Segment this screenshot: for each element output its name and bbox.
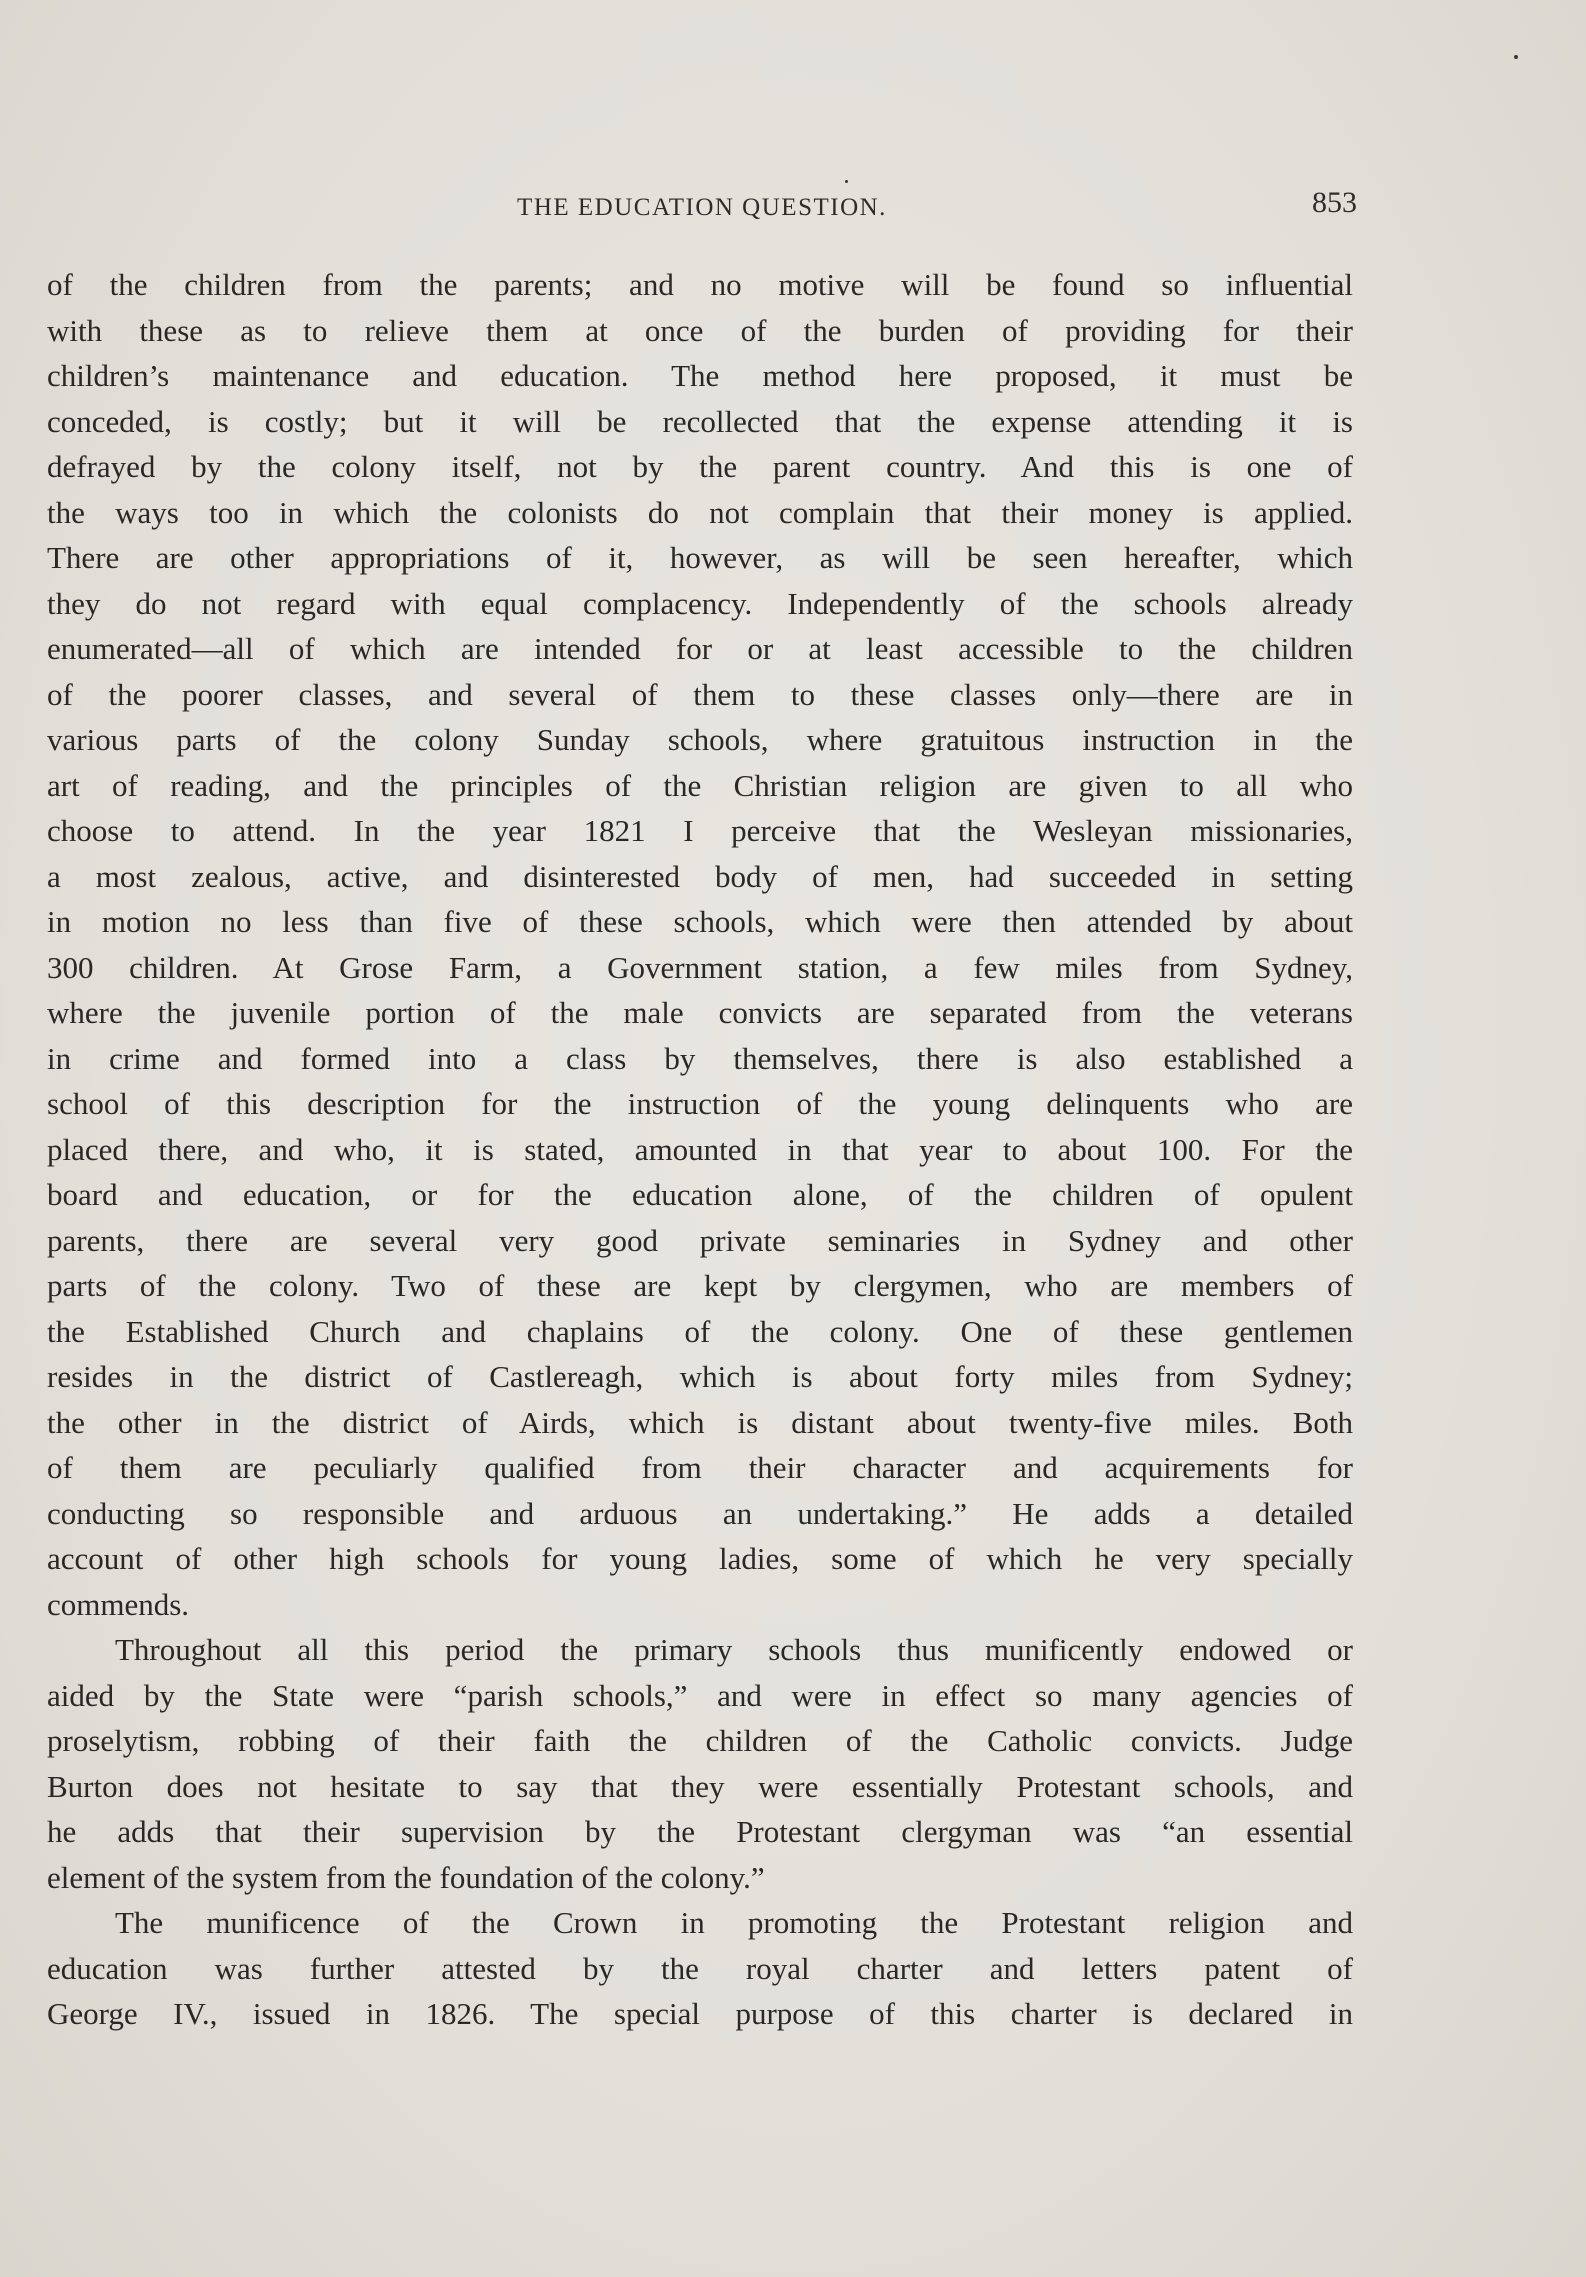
text-line: account of other high schools for young ladies, some of which he very specially (47, 1541, 1353, 1576)
text-line: school of this description for the instruction of the young delinquents who are (47, 1086, 1353, 1121)
running-title: THE EDUCATION QUESTION. (517, 194, 887, 221)
text-line: proselytism, robbing of their faith the children of the Catholic convicts. Judge (47, 1723, 1353, 1758)
text-line: he adds that their supervision by the Protestant clergyman was “an essential (47, 1814, 1353, 1849)
text-line: 300 children. At Grose Farm, a Government station, a few miles from Sydney, (47, 949, 1353, 985)
text-line: board and education, or for the education alone, of the children of opulent (47, 1177, 1353, 1212)
text-line: The munificence of the Crown in promoting the Protestant religion and (115, 1905, 1353, 1940)
text-line: enumerated—all of which are intended for or at least accessible to the children (47, 631, 1353, 666)
text-line: choose to attend. In the year 1821 I perceive that the Wesleyan missionaries, (47, 813, 1353, 848)
text-line: education was further attested by the royal charter and letters patent of (47, 1950, 1353, 1986)
text-line: of the children from the parents; and no motive will be found so influential (47, 267, 1353, 302)
text-line: placed there, and who, it is stated, amounted in that year to about 100. For the (47, 1131, 1353, 1167)
text-line: parts of the colony. Two of these are kept by clergymen, who are members of (47, 1268, 1353, 1303)
text-line: with these as to relieve them at once of the burden of providing for their (47, 312, 1353, 348)
ink-speck (1514, 55, 1518, 59)
text-line: conducting so responsible and arduous an undertaking.” He adds a detailed (47, 1495, 1353, 1531)
text-line: the other in the district of Airds, which is distant about twenty-five miles. Both (47, 1404, 1353, 1440)
text-line: a most zealous, active, and disinterested body of men, had succeeded in setting (47, 858, 1353, 894)
text-line: conceded, is costly; but it will be recollected that the expense attending it is (47, 403, 1353, 439)
text-line: of the poorer classes, and several of them to these classes only—there are in (47, 676, 1353, 712)
text-line: the Established Church and chaplains of the colony. One of these gentlemen (47, 1313, 1353, 1349)
text-line: Throughout all this period the primary schools thus munificently endowed or (115, 1632, 1353, 1667)
page-number: 853 (1312, 186, 1357, 219)
text-line: aided by the State were “parish schools,” and were in effect so many agencies of (47, 1677, 1353, 1713)
text-line: defrayed by the colony itself, not by the parent country. And this is one of (47, 449, 1353, 484)
text-line: various parts of the colony Sunday schools, where gratuitous instruction in the (47, 722, 1353, 757)
text-line: in motion no less than five of these schools, which were then attended by about (47, 904, 1353, 939)
text-line: Burton does not hesitate to say that they were essentially Protestant schools, and (47, 1768, 1353, 1804)
text-line: George IV., issued in 1826. The special purpose of this charter is declared in (47, 1996, 1353, 2031)
text-line: where the juvenile portion of the male convicts are separated from the veterans (47, 995, 1353, 1030)
text-line: they do not regard with equal complacency. Independently of the schools already (47, 585, 1353, 621)
text-line: commends. (47, 1586, 190, 1622)
running-head (47, 186, 1357, 230)
text-line: the ways too in which the colonists do not complain that their money is applied. (47, 494, 1353, 530)
ink-speck (845, 180, 848, 183)
body-text (47, 262, 1353, 2037)
text-line: resides in the district of Castlereagh, which is about forty miles from Sydney; (47, 1359, 1353, 1394)
text-line: in crime and formed into a class by themselves, there is also established a (47, 1040, 1353, 1076)
text-line: children’s maintenance and education. The method here proposed, it must be (47, 358, 1353, 393)
text-line: of them are peculiarly qualified from their character and acquirements for (47, 1450, 1353, 1485)
text-line: element of the system from the foundation of the colony.” (47, 1859, 765, 1895)
text-line: art of reading, and the principles of the Christian religion are given to all who (47, 767, 1353, 803)
text-line: There are other appropriations of it, however, as will be seen hereafter, which (47, 540, 1353, 575)
text-line: parents, there are several very good private seminaries in Sydney and other (47, 1222, 1353, 1258)
